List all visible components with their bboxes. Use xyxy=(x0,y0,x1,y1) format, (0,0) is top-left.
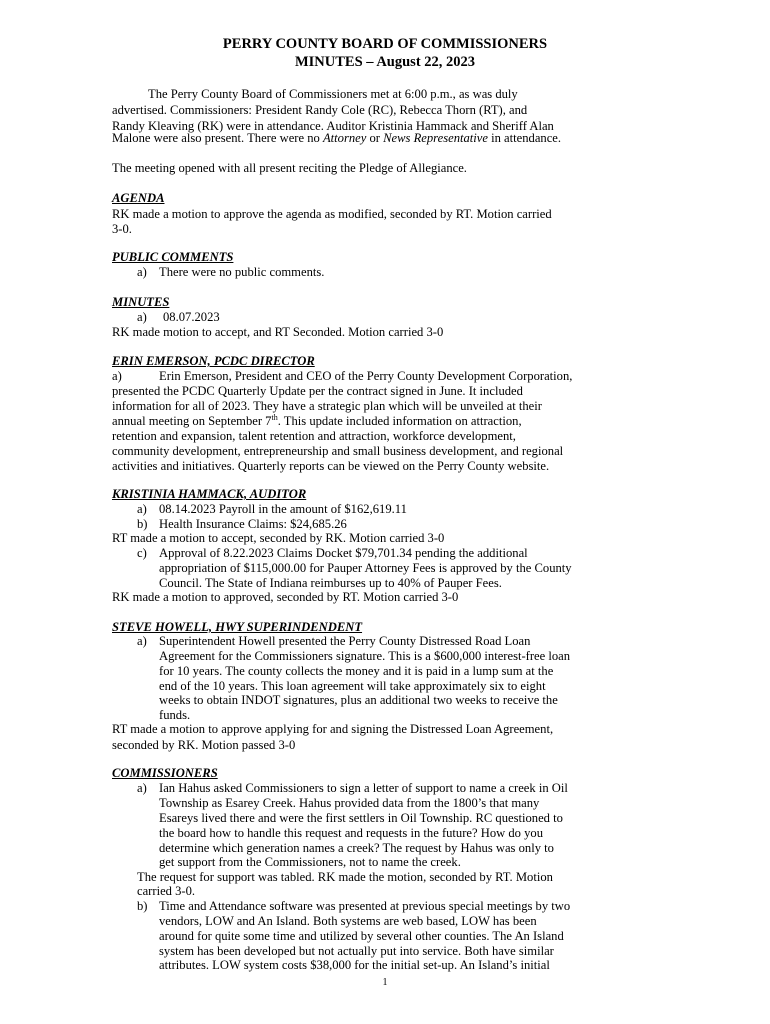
commissioners-line: the board how to handle this request and requests in the future? How do you xyxy=(159,826,544,840)
auditor-item: Health Insurance Claims: $24,685.26 xyxy=(159,517,347,531)
pcdc-line: retention and expansion, talent retention and attraction, workforce development, xyxy=(112,429,516,443)
commissioners-line: Ian Hahus asked Commissioners to sign a letter of support to name a creek in Oil xyxy=(159,781,568,795)
section-heading-public-comments: PUBLIC COMMENTS xyxy=(112,250,234,264)
commissioners-line: attributes. LOW system costs $38,000 for the initial set-up. An Island’s initial xyxy=(159,958,550,972)
auditor-item: Approval of 8.22.2023 Claims Docket $79,701.34 pending the additional xyxy=(159,546,528,560)
intro-line: The Perry County Board of Commissioners met at 6:00 p.m., as was duly xyxy=(148,87,518,101)
highway-line: Superintendent Howell presented the Perry County Distressed Road Loan xyxy=(159,634,531,648)
section-heading-auditor: KRISTINIA HAMMACK, AUDITOR xyxy=(112,487,307,501)
section-heading-agenda: AGENDA xyxy=(112,191,165,205)
pcdc-line: presented the PCDC Quarterly Update per the contract signed in June. It included xyxy=(112,384,523,398)
intro-line: Randy Kleaving (RK) were in attendance. Auditor Kristinia Hammack and Sheriff Alan xyxy=(112,119,554,133)
list-label: b) xyxy=(137,517,148,531)
commissioners-line: Esareys lived there and were the first settlers in Oil Township. RC questioned to xyxy=(159,811,563,825)
opening-statement: The meeting opened with all present reciting the Pledge of Allegiance. xyxy=(112,161,467,175)
list-label: a) xyxy=(137,265,147,279)
auditor-motion: RT made a motion to accept, seconded by RK. Motion carried 3-0 xyxy=(112,531,445,545)
commissioners-line: get support from the Commissioners, not to name the creek. xyxy=(159,855,461,869)
commissioners-line: determine which generation names a creek? The request by Hahus was only to xyxy=(159,841,554,855)
intro-line: advertised. Commissioners: President Randy Cole (RC), Rebecca Thorn (RT), and xyxy=(112,103,528,117)
auditor-item: 08.14.2023 Payroll in the amount of $162,619.11 xyxy=(159,502,407,516)
list-label: a) xyxy=(112,369,122,383)
intro-line: Malone were also present. There were no Attorney or News Representative in attendance. xyxy=(112,131,562,145)
public-comment-item: There were no public comments. xyxy=(159,265,325,279)
list-label: b) xyxy=(137,899,148,913)
highway-motion: RT made a motion to approve applying for and signing the Distressed Loan Agreement, xyxy=(112,722,554,736)
commissioners-line: Township as Esarey Creek. Hahus provided data from the 1800’s that many xyxy=(159,796,540,810)
pcdc-line: community development, entrepreneurship and small business development, and regional xyxy=(112,444,564,458)
pcdc-line: annual meeting on September 7th. This update included information on attraction, xyxy=(112,412,522,428)
list-label: a) xyxy=(137,634,147,648)
page-number: 1 xyxy=(382,977,388,988)
list-label: a) xyxy=(137,310,147,324)
highway-motion: seconded by RK. Motion passed 3-0 xyxy=(112,738,296,752)
commissioners-line: around for quite some time and utilized by several other counties. The An Island xyxy=(159,929,564,943)
commissioners-line: vendors, LOW and An Island. Both systems are web based, LOW has been xyxy=(159,914,537,928)
list-label: a) xyxy=(137,781,147,795)
auditor-item: appropriation of $115,000.00 for Pauper Attorney Fees is approved by the County xyxy=(159,561,572,575)
minutes-motion: RK made motion to accept, and RT Seconded. Motion carried 3-0 xyxy=(112,325,444,339)
list-label: c) xyxy=(137,546,147,560)
agenda-motion-line: RK made a motion to approve the agenda as modified, seconded by RT. Motion carried xyxy=(112,207,552,221)
section-heading-commissioners: COMMISSIONERS xyxy=(112,766,218,780)
highway-line: funds. xyxy=(159,708,191,722)
commissioners-line: Time and Attendance software was presented at previous special meetings by two xyxy=(159,899,571,913)
commissioners-tabled: carried 3-0. xyxy=(137,884,196,898)
list-label: a) xyxy=(137,502,147,516)
commissioners-line: system has been developed but not actually put into service. Both have similar xyxy=(159,944,554,958)
section-heading-pcdc: ERIN EMERSON, PCDC DIRECTOR xyxy=(112,354,315,368)
highway-line: end of the 10 years. This loan agreement will take approximately six to eight xyxy=(159,679,546,693)
auditor-motion: RK made a motion to approved, seconded by RT. Motion carried 3-0 xyxy=(112,590,459,604)
auditor-item: Council. The State of Indiana reimburses up to 40% of Pauper Fees. xyxy=(159,576,502,590)
pcdc-line: activities and initiatives. Quarterly reports can be viewed on the Perry County website. xyxy=(112,459,550,473)
pcdc-line: information for all of 2023. They have a strategic plan which will be unveiled at their xyxy=(112,399,542,413)
section-heading-highway: STEVE HOWELL, HWY SUPERINDENDENT xyxy=(112,620,363,634)
commissioners-tabled: The request for support was tabled. RK made the motion, seconded by RT. Motion xyxy=(137,870,553,884)
highway-line: weeks to obtain INDOT signatures, plus an additional two weeks to receive the xyxy=(159,693,558,707)
section-heading-minutes: MINUTES xyxy=(112,295,170,309)
document-subtitle: MINUTES – August 22, 2023 xyxy=(294,54,476,70)
highway-line: Agreement for the Commissioners signature. This is a $600,000 interest-free loan xyxy=(159,649,571,663)
document-title: PERRY COUNTY BOARD OF COMMISSIONERS xyxy=(222,36,548,52)
minutes-item: 08.07.2023 xyxy=(163,310,220,324)
pcdc-line: Erin Emerson, President and CEO of the Perry County Development Corporation, xyxy=(159,369,573,383)
agenda-motion-line: 3-0. xyxy=(112,222,132,236)
highway-line: for 10 years. The county collects the money and it is paid in a lump sum at the xyxy=(159,664,554,678)
